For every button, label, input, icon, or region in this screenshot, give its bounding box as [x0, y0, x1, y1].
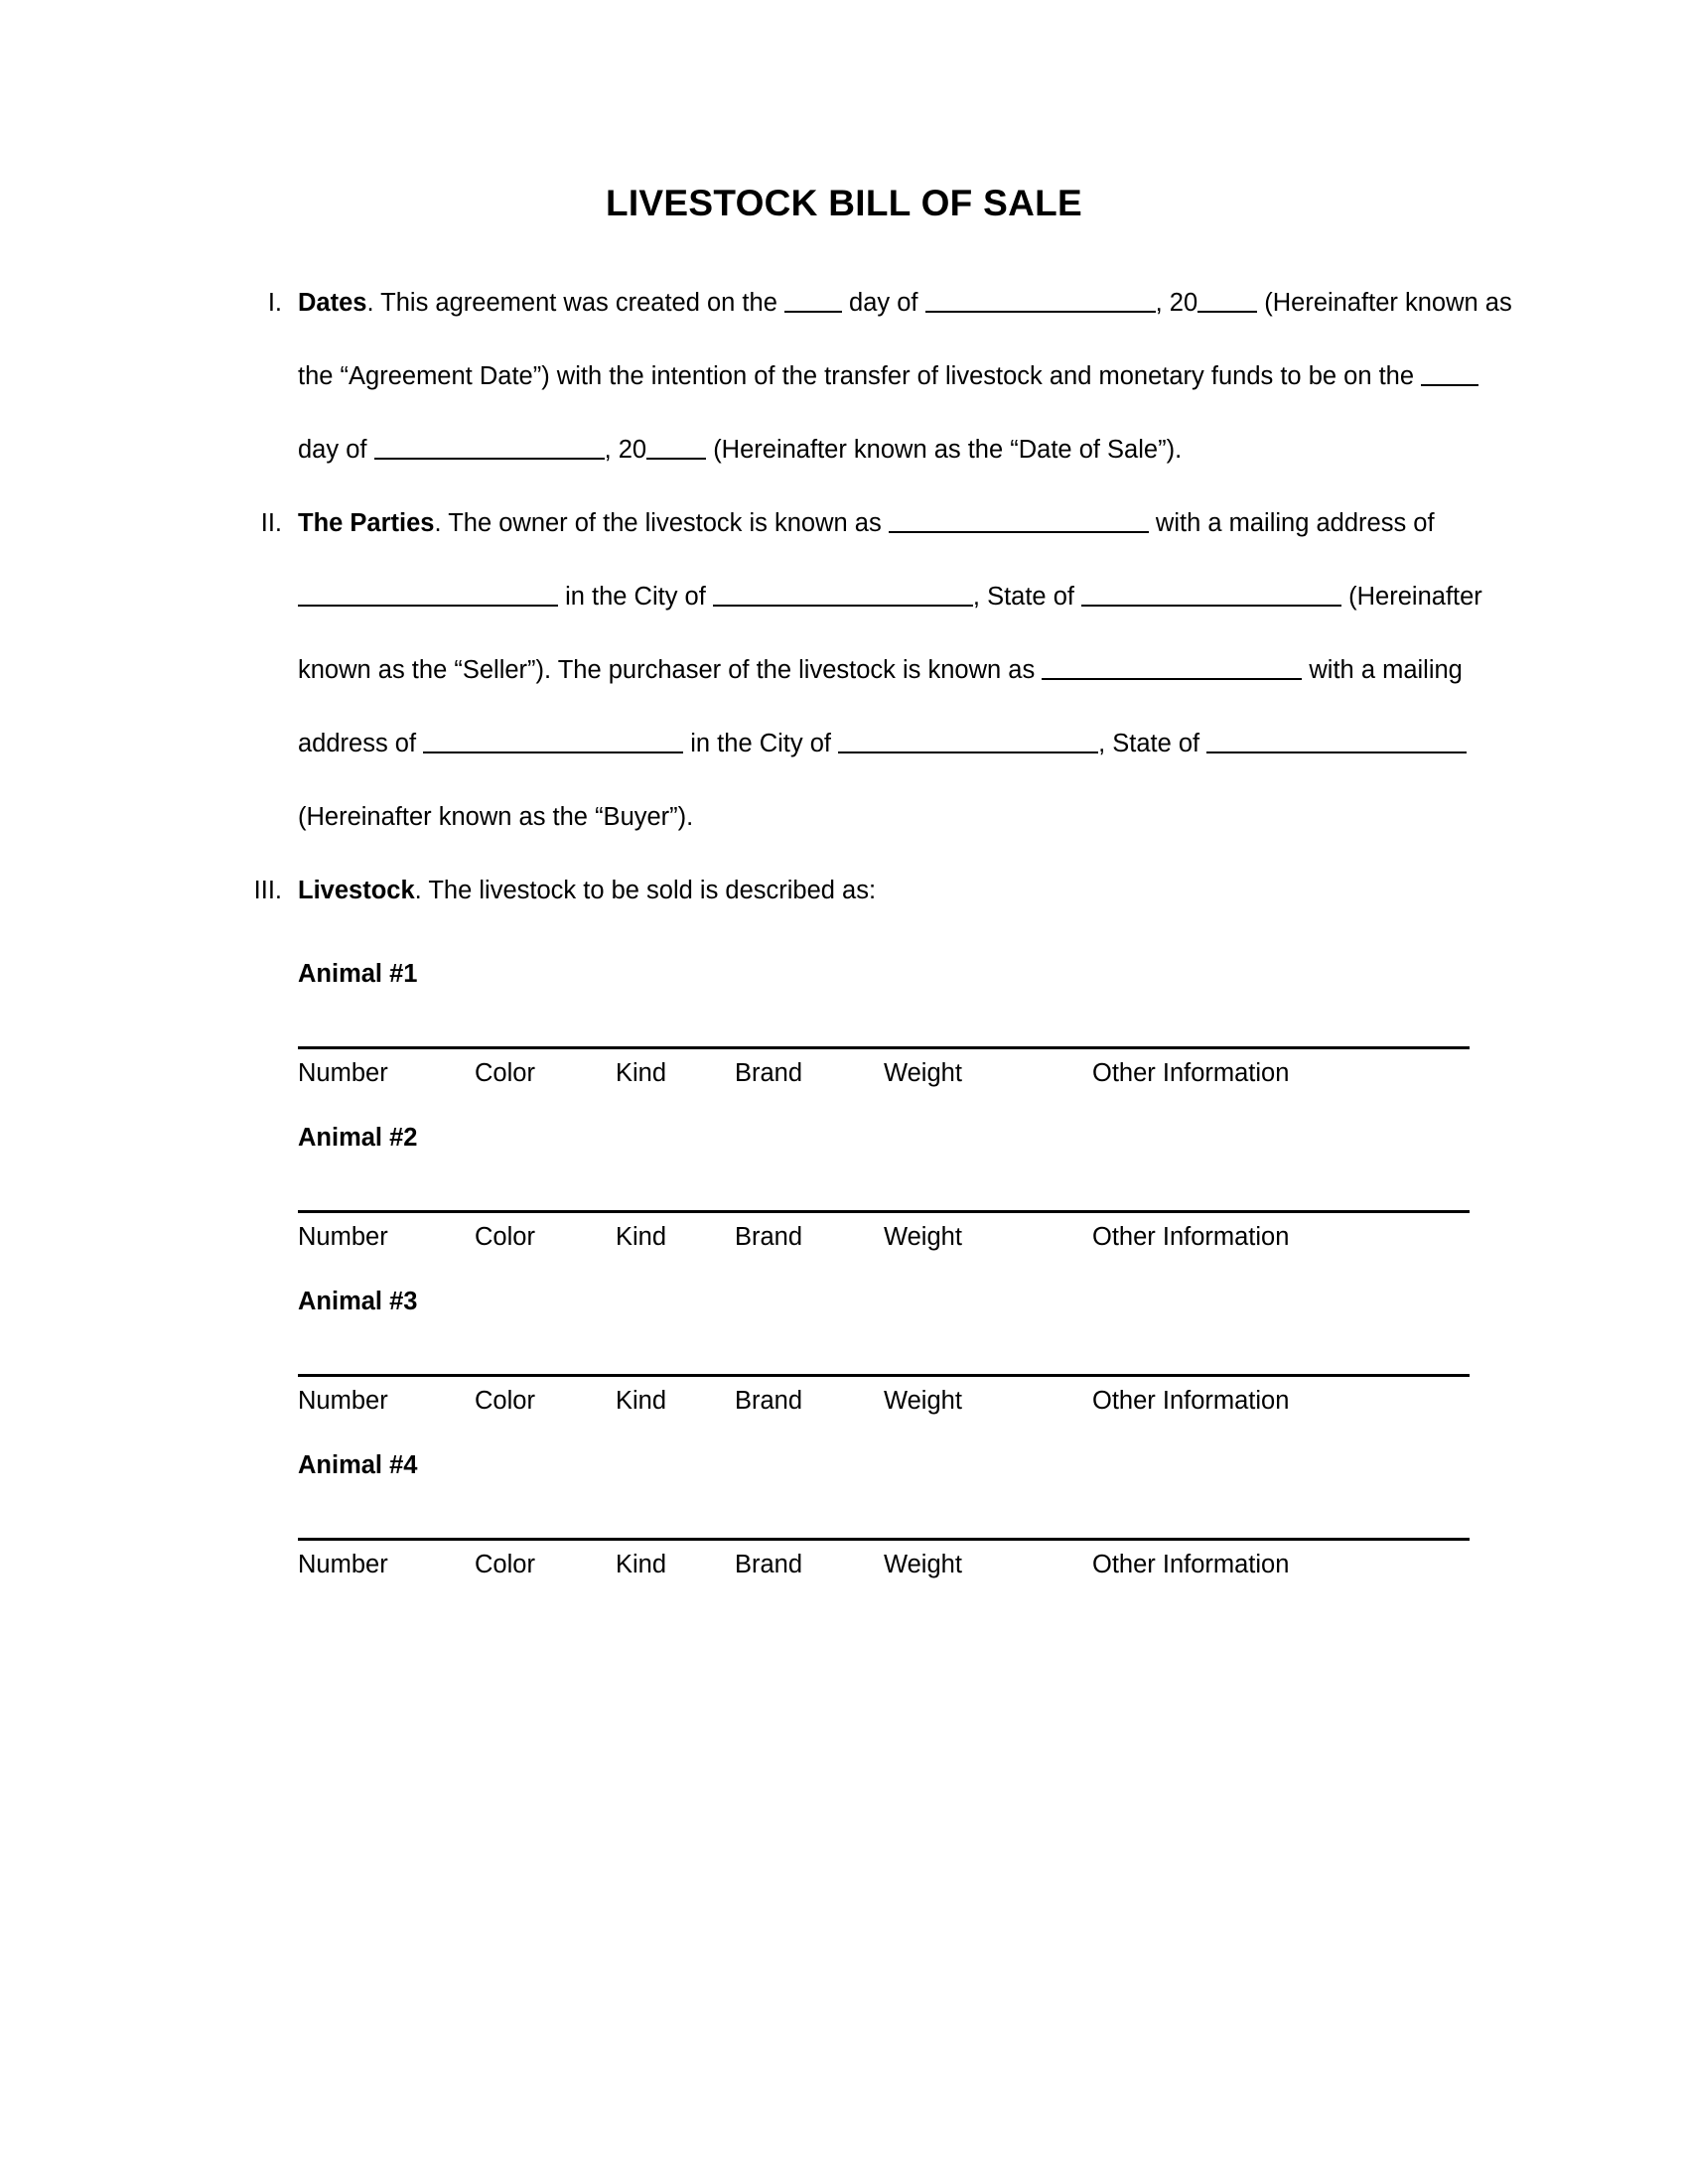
- clause-heading-dates: Dates: [298, 288, 367, 317]
- dates-text-6: , 20: [604, 435, 647, 464]
- dates-month-blank-2[interactable]: [374, 432, 605, 460]
- dates-text-7: (Hereinafter known as the “Date of Sale”).: [706, 435, 1183, 464]
- page-title: LIVESTOCK BILL OF SALE: [605, 183, 1083, 223]
- seller-name-blank[interactable]: [889, 505, 1149, 533]
- dates-text-4: (Hereinafter known as the “Agreement Date”) with the intention of the transfer of livestock and monetary funds to be on the: [298, 288, 1512, 390]
- column-header-weight-1: Weight: [884, 1058, 962, 1087]
- column-header-other-2: Other Information: [1092, 1222, 1290, 1251]
- column-header-other-1: Other Information: [1092, 1058, 1290, 1087]
- seller-city-blank[interactable]: [713, 579, 973, 607]
- parties-text-7: in the City of: [683, 729, 839, 757]
- parties-text-6: with a mailing address of: [298, 655, 1463, 757]
- animal-label-1: Animal #1: [298, 959, 418, 988]
- clause-parties: [220, 486, 1514, 854]
- clause-livestock: [220, 854, 1514, 927]
- column-header-color-1: Color: [475, 1058, 535, 1087]
- seller-address-blank[interactable]: [298, 579, 558, 607]
- dates-year-blank-2[interactable]: [646, 432, 706, 460]
- column-header-kind-3: Kind: [616, 1386, 667, 1415]
- seller-state-blank[interactable]: [1081, 579, 1341, 607]
- column-header-weight-3: Weight: [884, 1386, 962, 1415]
- column-header-brand-4: Brand: [735, 1550, 803, 1578]
- animal-column-headers-3: [298, 1377, 1470, 1429]
- column-header-number-3: Number: [298, 1386, 388, 1415]
- clause-numeral-iii: III.: [253, 876, 282, 904]
- animal-entry-3: [298, 1265, 1514, 1429]
- column-header-number-2: Number: [298, 1222, 388, 1251]
- parties-text-9: (Hereinafter known as the “Buyer”).: [298, 802, 694, 831]
- column-header-other-3: Other Information: [1092, 1386, 1290, 1415]
- dates-month-blank-1[interactable]: [925, 285, 1156, 313]
- buyer-city-blank[interactable]: [838, 726, 1098, 753]
- clause-heading-livestock: Livestock: [298, 876, 415, 904]
- parties-text-5: (Hereinafter known as the “Seller”). The purchaser of the livestock is known as: [298, 582, 1482, 684]
- column-header-color-4: Color: [475, 1550, 535, 1578]
- dates-year-blank-1[interactable]: [1197, 285, 1257, 313]
- column-header-brand-3: Brand: [735, 1386, 803, 1415]
- buyer-name-blank[interactable]: [1042, 652, 1302, 680]
- column-header-weight-4: Weight: [884, 1550, 962, 1578]
- animal-entry-4: [298, 1429, 1514, 1592]
- animal-column-headers-4: [298, 1541, 1470, 1592]
- animal-label-2: Animal #2: [298, 1123, 418, 1152]
- clause-numeral-i: I.: [267, 288, 282, 317]
- dates-text-3: , 20: [1155, 288, 1198, 317]
- column-header-kind-2: Kind: [616, 1222, 667, 1251]
- document-body: [0, 224, 1688, 1592]
- animal-label-4: Animal #4: [298, 1450, 418, 1479]
- animal-column-headers-2: [298, 1213, 1470, 1265]
- column-header-other-4: Other Information: [1092, 1550, 1290, 1578]
- clause-dates: [220, 266, 1514, 486]
- animal-entry-2: [298, 1101, 1514, 1265]
- column-header-kind-1: Kind: [616, 1058, 667, 1087]
- parties-text-3: in the City of: [558, 582, 713, 611]
- column-header-color-3: Color: [475, 1386, 535, 1415]
- column-header-number-4: Number: [298, 1550, 388, 1578]
- parties-text-2: with a mailing address of: [1148, 508, 1435, 537]
- livestock-table: [220, 927, 1514, 1592]
- animal-label-3: Animal #3: [298, 1287, 418, 1315]
- parties-text-4: , State of: [972, 582, 1082, 611]
- clause-body-livestock: [298, 854, 1514, 927]
- animal-column-headers-1: [298, 1049, 1470, 1101]
- clause-heading-parties: The Parties: [298, 508, 435, 537]
- column-header-color-2: Color: [475, 1222, 535, 1251]
- parties-text-1: . The owner of the livestock is known as: [434, 508, 889, 537]
- column-header-brand-2: Brand: [735, 1222, 803, 1251]
- livestock-text-1: . The livestock to be sold is described as:: [414, 876, 877, 904]
- clause-body-dates: [298, 266, 1514, 486]
- clause-body-parties: [298, 486, 1514, 854]
- clause-numeral-ii: II.: [260, 508, 282, 537]
- buyer-address-blank[interactable]: [423, 726, 683, 753]
- dates-day-blank-2[interactable]: [1421, 358, 1478, 386]
- animal-entry-1: [298, 937, 1514, 1101]
- parties-text-8: , State of: [1098, 729, 1207, 757]
- buyer-state-blank[interactable]: [1206, 726, 1467, 753]
- column-header-kind-4: Kind: [616, 1550, 667, 1578]
- dates-day-blank-1[interactable]: [784, 285, 842, 313]
- column-header-weight-2: Weight: [884, 1222, 962, 1251]
- column-header-brand-1: Brand: [735, 1058, 803, 1087]
- dates-text-1: . This agreement was created on the: [366, 288, 784, 317]
- dates-text-2: day of: [841, 288, 925, 317]
- column-header-number-1: Number: [298, 1058, 388, 1087]
- dates-text-5: day of: [298, 435, 374, 464]
